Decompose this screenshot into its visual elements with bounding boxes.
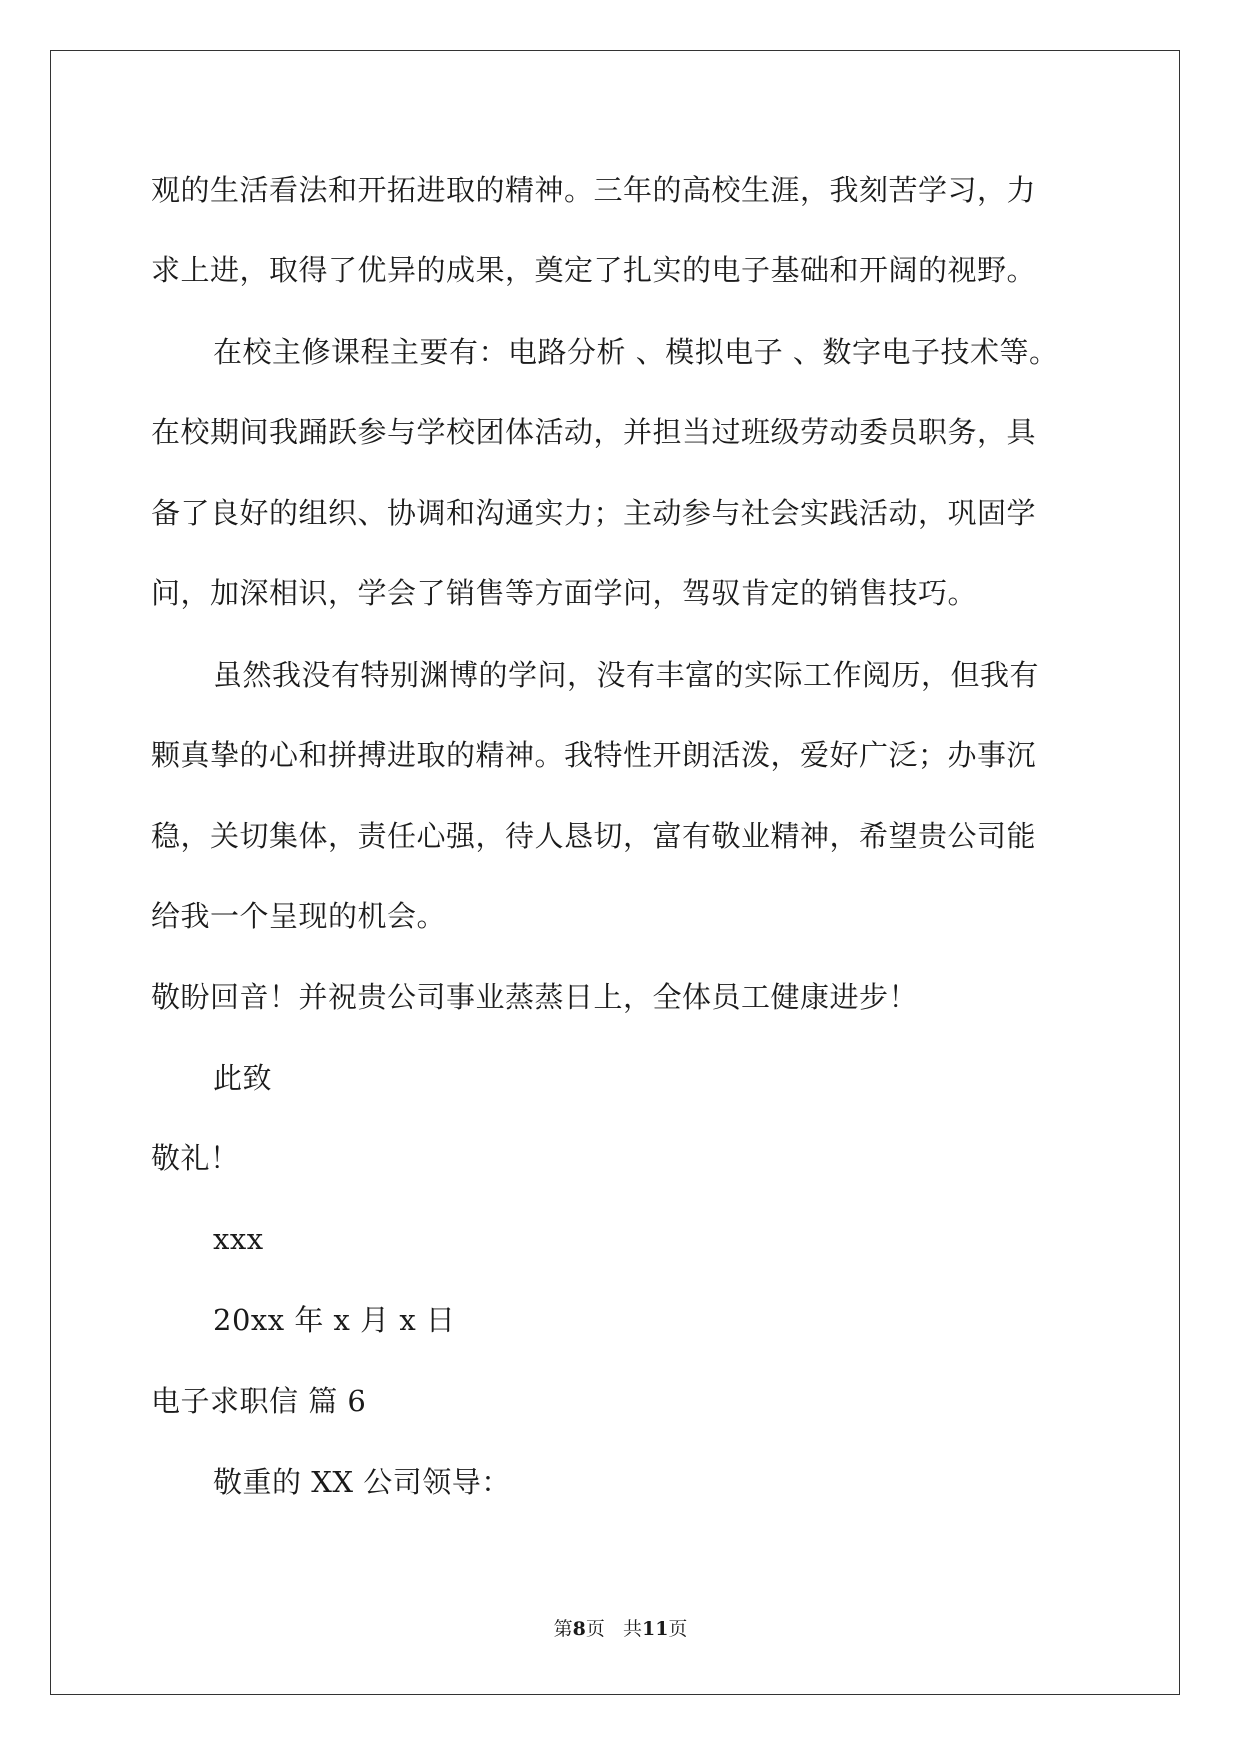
footer-total-suffix: 页 xyxy=(668,1618,688,1640)
closing-wish: 敬盼回音！并祝贵公司事业蒸蒸日上，全体员工健康进步！ xyxy=(151,980,919,1014)
signature-date: 20xx 年 x 月 x 日 xyxy=(213,1303,456,1337)
paragraph-3-line-4: 给我一个呈现的机会。 xyxy=(151,899,447,933)
body-line-2: 求上进，取得了优异的成果，奠定了扎实的电子基础和开阔的视野。 xyxy=(151,253,1037,287)
paragraph-2-line-2: 在校期间我踊跃参与学校团体活动，并担当过班级劳动委员职务，具 xyxy=(151,415,1037,449)
footer-prefix: 第 xyxy=(553,1618,573,1640)
paragraph-3-line-3: 稳，关切集体，责任心强，待人恳切，富有敬业精神，希望贵公司能 xyxy=(151,819,1037,853)
footer-total-prefix: 共 xyxy=(622,1618,642,1640)
page-frame xyxy=(50,50,1180,1695)
footer-page-suffix: 页 xyxy=(585,1618,605,1640)
footer-page-number: 8 xyxy=(572,1618,586,1640)
section-heading: 电子求职信 篇 6 xyxy=(151,1384,367,1418)
footer-total-number: 11 xyxy=(641,1618,669,1640)
paragraph-3-line-2: 颗真挚的心和拼搏进取的精神。我特性开朗活泼，爱好广泛；办事沉 xyxy=(151,738,1037,772)
salutation-cizhi: 此致 xyxy=(213,1061,273,1095)
body-line-1: 观的生活看法和开拓进取的精神。三年的高校生涯，我刻苦学习，力 xyxy=(151,173,1037,207)
paragraph-2-line-1: 在校主修课程主要有：电路分析 、模拟电子 、数字电子技术等。 xyxy=(213,335,1059,369)
signature-name: xxx xyxy=(213,1222,264,1256)
paragraph-2-line-4: 问，加深相识，学会了销售等方面学问，驾驭肯定的销售技巧。 xyxy=(151,576,978,610)
paragraph-2-line-3: 备了良好的组织、协调和沟通实力；主动参与社会实践活动，巩固学 xyxy=(151,496,1037,530)
page-footer xyxy=(0,1614,1241,1641)
letter-greeting: 敬重的 XX 公司领导： xyxy=(213,1465,511,1499)
salutation-jingli: 敬礼！ xyxy=(151,1141,240,1175)
paragraph-3-line-1: 虽然我没有特别渊博的学问，没有丰富的实际工作阅历，但我有 xyxy=(213,658,1040,692)
